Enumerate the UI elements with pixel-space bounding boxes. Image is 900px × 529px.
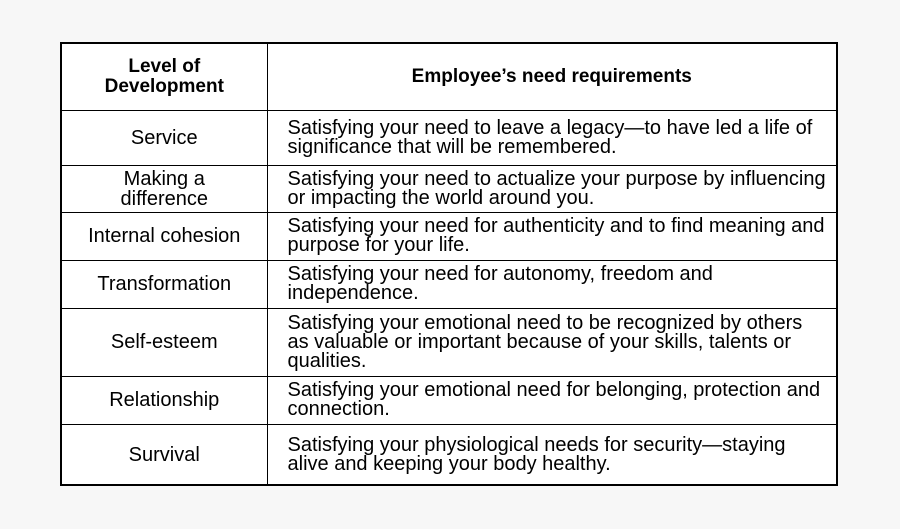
need-cell: Satisfying your emotional need to be recognized by others as valuable or important because of your skills, talents or qualities. (267, 308, 836, 376)
table-row (62, 376, 836, 424)
table-header-row (62, 44, 836, 110)
need-cell: Satisfying your need for authenticity and to find meaning and purpose for your life. (267, 212, 836, 260)
table-row (62, 260, 836, 308)
need-cell: Satisfying your need to actualize your purpose by influencing or impacting the world around you. (267, 165, 836, 212)
table-row (62, 212, 836, 260)
table-row (62, 110, 836, 165)
need-cell: Satisfying your emotional need for belonging, protection and connection. (267, 376, 836, 424)
need-cell: Satisfying your need for autonomy, freedom and independence. (267, 260, 836, 308)
need-cell: Satisfying your need to leave a legacy—to have led a life of significance that will be remembered. (267, 110, 836, 165)
table-row (62, 424, 836, 486)
need-cell: Satisfying your physiological needs for security—staying alive and keeping your body healthy. (267, 424, 836, 486)
header-employee-need-requirements: Employee’s need requirements (267, 44, 836, 110)
level-cell: Self-esteem (62, 308, 267, 376)
level-cell: Internal cohesion (62, 212, 267, 260)
table-row (62, 308, 836, 376)
table-row (62, 165, 836, 212)
header-level-of-development: Level of Development (62, 44, 267, 110)
level-cell: Transformation (62, 260, 267, 308)
level-cell: Relationship (62, 376, 267, 424)
development-needs-table (60, 42, 838, 486)
needs-table (62, 44, 836, 486)
level-cell: Service (62, 110, 267, 165)
level-cell: Survival (62, 424, 267, 486)
level-cell: Making a difference (62, 165, 267, 212)
